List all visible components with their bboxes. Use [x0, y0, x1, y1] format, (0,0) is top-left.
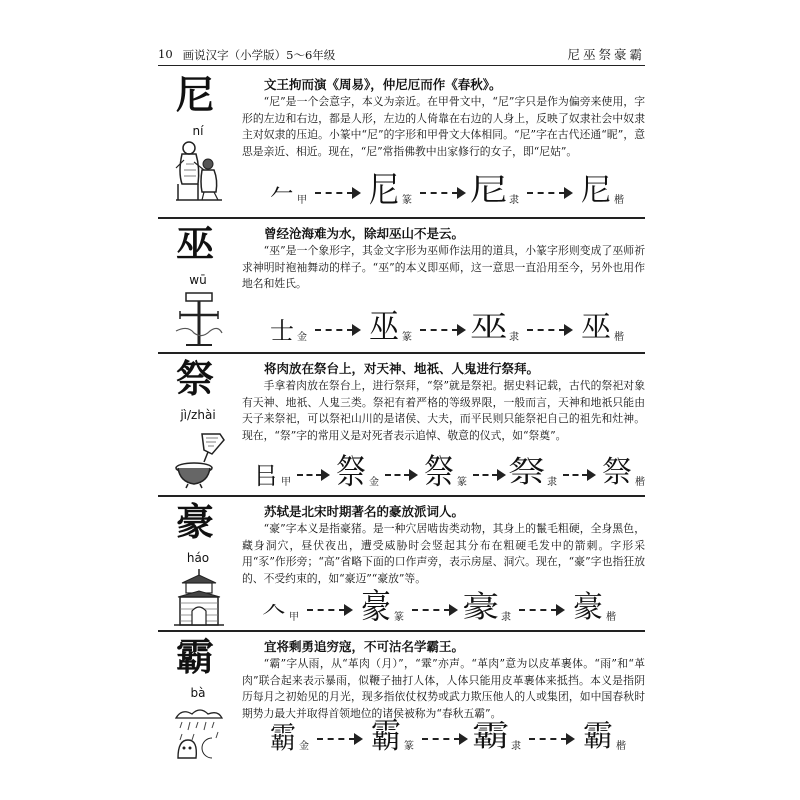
- arrow-icon: [527, 323, 573, 337]
- form-bronze: [270, 721, 310, 757]
- glyph: 尼: [470, 173, 510, 208]
- script-label: 金: [297, 332, 307, 343]
- script-label: 篆: [404, 741, 415, 752]
- pinyin: ní: [192, 124, 204, 138]
- form-bronze: [270, 319, 307, 343]
- arrow-icon: [527, 186, 573, 200]
- glyph: 巫: [369, 307, 399, 348]
- form-clerical: [462, 590, 511, 625]
- headword: 豪: [176, 499, 215, 544]
- arrow-icon: [563, 468, 596, 482]
- form-oracle: [254, 464, 291, 488]
- form-oracle: [262, 599, 299, 623]
- form-seal: [369, 307, 412, 348]
- ritual-tool-illustration: [172, 289, 226, 349]
- quote: [164, 638, 645, 656]
- script-label: 隶: [501, 612, 511, 623]
- form-regular: [573, 590, 616, 625]
- arrow-icon: [315, 186, 361, 200]
- entry-right-col: [238, 632, 645, 760]
- script-label: 金: [299, 741, 310, 752]
- glyph: 㠯: [254, 462, 278, 490]
- script-label: 楷: [614, 195, 624, 206]
- entry-right-col: [238, 497, 645, 629]
- glyph: 豪: [361, 587, 391, 628]
- form-regular: [602, 455, 645, 490]
- headword: 尼: [176, 72, 215, 117]
- script-label: 楷: [635, 477, 645, 488]
- script-label: 篆: [402, 195, 412, 206]
- section-chars: 尼巫祭豪霸: [567, 47, 645, 62]
- body-text: “霸”字从雨，从“革肉（月）”，“䨣”亦声。“革肉”意为以皮革裹体。“雨”和“革肉”联合起来表示暴雨，似鞭子抽打人体，人体只能用皮革裹体来抵挡。本义是指阴历每月之初始见的月光，现多指依仗权势或武力欺压他人的人或集团，如中国春秋时期势力最大并取得首领地位的诸侯被称为“春秋五霸”。: [242, 657, 645, 720]
- entry-ji: [158, 352, 645, 494]
- glyph: 祭: [424, 452, 454, 493]
- evolution-row: [238, 587, 645, 628]
- headword: 祭: [176, 356, 215, 401]
- form-regular: [581, 310, 624, 345]
- glyph: 祭: [602, 455, 632, 490]
- quote: [164, 503, 645, 521]
- entry-right-col: [238, 354, 645, 494]
- script-label: 楷: [606, 612, 616, 623]
- script-label: 甲: [289, 612, 299, 623]
- form-regular: [583, 719, 627, 754]
- glyph: 𠂉: [270, 180, 294, 208]
- form-clerical: [508, 455, 557, 490]
- body-text: “巫”是一个象形字，其金文字形为巫师作法用的道具，小篆字形则变成了巫师祈求神明时袍袖舞动的样子。“巫”的本义即巫师，这一意思一直沿用至今，另外也用作地名和姓氏。: [242, 244, 645, 290]
- form-clerical: [470, 173, 519, 208]
- form-regular: [581, 173, 624, 208]
- glyph: 尼: [369, 170, 399, 211]
- arrow-icon: [473, 468, 506, 482]
- glyph: 霸: [583, 719, 614, 754]
- headword: 霸: [176, 634, 215, 679]
- script-label: 篆: [457, 477, 467, 488]
- script-label: 甲: [297, 195, 307, 206]
- glyph: 巫: [470, 310, 510, 345]
- form-seal: [369, 170, 412, 211]
- pavilion-tower-illustration: [172, 567, 226, 629]
- evolution-row: [238, 307, 645, 348]
- pinyin: jì/zhài: [180, 408, 216, 422]
- entry-right-col: [238, 219, 645, 351]
- glyph: 祭: [508, 455, 548, 490]
- arrow-icon: [420, 186, 466, 200]
- quote-text: 曾经沧海难为水，除却巫山不是云。: [264, 226, 465, 241]
- form-clerical: [472, 719, 522, 754]
- glyph: 豪: [573, 590, 603, 625]
- pinyin: bà: [190, 686, 206, 700]
- script-label: 楷: [614, 332, 624, 343]
- script-label: 隶: [547, 477, 557, 488]
- quote-text: 苏轼是北宋时期著名的豪放派词人。: [264, 504, 465, 519]
- form-bronze: [336, 452, 379, 493]
- two-seated-figures-illustration: [172, 138, 226, 208]
- glyph: 豪: [462, 590, 502, 625]
- entry-hao: [158, 495, 645, 629]
- script-label: 楷: [616, 741, 627, 752]
- form-oracle: [270, 182, 307, 206]
- script-label: 隶: [509, 332, 519, 343]
- rain-and-moon-illustration: [172, 704, 226, 760]
- entry-ni: [158, 70, 645, 216]
- quote-text: 文王拘而演《周易》，仲尼厄而作《春秋》。: [264, 77, 502, 92]
- header-left: [158, 47, 335, 63]
- glyph: 尼: [581, 173, 611, 208]
- script-label: 隶: [509, 195, 519, 206]
- glyph: 霸: [270, 721, 297, 757]
- arrow-icon: [529, 732, 575, 746]
- entry-right-col: [238, 70, 645, 216]
- page-number: 10: [158, 47, 173, 61]
- script-label: 金: [369, 477, 379, 488]
- glyph: 士: [270, 317, 294, 345]
- pinyin: háo: [186, 551, 210, 565]
- arrow-icon: [420, 323, 466, 337]
- book-title: 画说汉字（小学版）5～6年级: [182, 48, 336, 62]
- quote-text: 宜将剩勇追穷寇，不可沽名学霸王。: [264, 639, 465, 654]
- body-text: “豪”字本义是指豪猪。是一种穴居啮齿类动物，其身上的鬣毛粗硬，全身黑色，藏身洞穴，昼伏夜出，遭受威胁时会竖起其分布在粗硬毛发中的箭刺。字形采用“豕”作形旁；“高”省略下面的口作声旁，表示房屋、洞穴。现在，“豪”字也指狂放的、不受约束的，如“豪迈”“豪放”等。: [242, 522, 645, 585]
- evolution-row: [238, 170, 645, 211]
- glyph: 霸: [472, 719, 513, 754]
- evolution-row: [238, 716, 645, 757]
- glyph: 𠆢: [262, 597, 286, 625]
- glyph: 祭: [336, 452, 366, 493]
- form-clerical: [470, 310, 519, 345]
- quote: [164, 360, 645, 378]
- script-label: 篆: [394, 612, 404, 623]
- form-seal: [424, 452, 467, 493]
- arrow-icon: [297, 468, 330, 482]
- headword: 巫: [176, 221, 215, 266]
- quote: [164, 225, 645, 243]
- form-seal: [361, 587, 404, 628]
- quote: [164, 76, 645, 94]
- entry-wu: [158, 217, 645, 351]
- evolution-row: [238, 452, 645, 493]
- arrow-icon: [317, 732, 363, 746]
- glyph: 巫: [581, 310, 611, 345]
- arrow-icon: [307, 603, 353, 617]
- arrow-icon: [385, 468, 418, 482]
- script-label: 甲: [281, 477, 291, 488]
- script-label: 隶: [511, 741, 522, 752]
- page-header: [158, 46, 645, 66]
- arrow-icon: [519, 603, 565, 617]
- form-seal: [371, 716, 415, 757]
- body-text: “尼”是一个会意字，本义为亲近。在甲骨文中，“尼”字只是作为偏旁来使用，字形的左边和右边，都是人形，左边的人倚靠在右边的人身上，反映了奴隶社会中奴隶主对奴隶的压迫。小篆中“尼”的字形和甲骨文大体相同。“尼”字在古代还通“昵”，意思是亲近、相近。现在，“尼”常指佛教中出家修行的女子，即“尼姑”。: [242, 95, 645, 158]
- entry-ba: [158, 630, 645, 760]
- body-text: 手拿着肉放在祭台上，进行祭拜，“祭”就是祭祀。据史料记载，古代的祭祀对象有天神、地祇、人鬼三类。祭祀有着严格的等级界限，一般而言，天神和地祇只能由天子来祭祀，可以祭祀山川的是诸侯、大夫，而平民则只能祭祀自己的祖先和灶神。现在，“祭”字的常用义是对死者表示追悼、敬意的仪式，如“祭奠”。: [242, 379, 645, 442]
- arrow-icon: [422, 732, 468, 746]
- pinyin: wū: [189, 273, 207, 287]
- script-label: 篆: [402, 332, 412, 343]
- entries: [158, 70, 645, 760]
- hand-offering-meat-illustration: [172, 430, 226, 490]
- quote-text: 将肉放在祭台上，对天神、地祇、人鬼进行祭拜。: [264, 361, 540, 376]
- glyph: 霸: [371, 716, 402, 757]
- arrow-icon: [315, 323, 361, 337]
- arrow-icon: [412, 603, 458, 617]
